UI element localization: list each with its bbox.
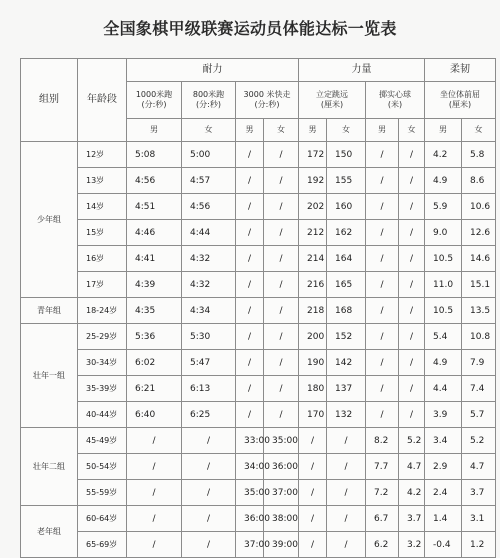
value-cell: 4:57 [182, 168, 236, 194]
value-cell: / [264, 142, 299, 168]
value-cell: 216 [299, 272, 327, 298]
value-cell: 165 [327, 272, 366, 298]
value-cell: 3.7 [462, 480, 496, 506]
value-cell: 36:00 [264, 454, 299, 480]
value-cell: 1.2 [462, 532, 496, 558]
value-cell: / [182, 428, 236, 454]
value-cell: 1.4 [425, 506, 462, 532]
value-cell: 4.2 [425, 142, 462, 168]
value-cell: / [366, 350, 399, 376]
age-range: 45-49岁 [78, 428, 127, 454]
gender-male: 男 [127, 119, 182, 142]
value-cell: / [327, 480, 366, 506]
value-cell: / [399, 220, 425, 246]
value-cell: / [366, 272, 399, 298]
value-cell: 15.1 [462, 272, 496, 298]
category-strength: 力量 [299, 59, 425, 82]
value-cell: 5.2 [399, 428, 425, 454]
value-cell: 5:47 [182, 350, 236, 376]
table-body [21, 142, 496, 558]
value-cell: / [299, 532, 327, 558]
value-cell: 137 [327, 376, 366, 402]
category-flexibility: 柔韧 [425, 59, 496, 82]
value-cell: 4:39 [127, 272, 182, 298]
value-cell: / [236, 246, 264, 272]
age-range: 18-24岁 [78, 298, 127, 324]
document-title: 全国象棋甲级联赛运动员体能达标一览表 [103, 19, 397, 38]
value-cell: 202 [299, 194, 327, 220]
age-range: 50-54岁 [78, 454, 127, 480]
value-cell: / [236, 376, 264, 402]
age-range: 25-29岁 [78, 324, 127, 350]
value-cell: 4.2 [399, 480, 425, 506]
value-cell: / [182, 480, 236, 506]
value-cell: 160 [327, 194, 366, 220]
item-800m-run: 800米跑 (分:秒) [182, 82, 236, 119]
group-name: 老年组 [21, 506, 78, 558]
value-cell: 212 [299, 220, 327, 246]
value-cell: / [127, 532, 182, 558]
value-cell: / [264, 194, 299, 220]
value-cell: 2.4 [425, 480, 462, 506]
value-cell: / [236, 168, 264, 194]
value-cell: 3.4 [425, 428, 462, 454]
gender-male: 男 [236, 119, 264, 142]
value-cell: / [236, 298, 264, 324]
value-cell: / [399, 324, 425, 350]
value-cell: / [299, 454, 327, 480]
value-cell: / [399, 142, 425, 168]
value-cell: 2.9 [425, 454, 462, 480]
value-cell: / [327, 506, 366, 532]
age-range: 65-69岁 [78, 532, 127, 558]
value-cell: / [264, 350, 299, 376]
value-cell: / [399, 298, 425, 324]
value-cell: 6.2 [366, 532, 399, 558]
value-cell: 4.9 [425, 350, 462, 376]
value-cell: 218 [299, 298, 327, 324]
value-cell: / [264, 246, 299, 272]
value-cell: 152 [327, 324, 366, 350]
value-cell: 35:00 [264, 428, 299, 454]
value-cell: 5.4 [425, 324, 462, 350]
table-row [21, 142, 496, 168]
value-cell: / [399, 402, 425, 428]
value-cell: 168 [327, 298, 366, 324]
value-cell: 4:32 [182, 272, 236, 298]
value-cell: / [236, 272, 264, 298]
value-cell: 4:34 [182, 298, 236, 324]
value-cell: 4:41 [127, 246, 182, 272]
value-cell: / [127, 480, 182, 506]
value-cell: / [264, 402, 299, 428]
value-cell: / [127, 506, 182, 532]
value-cell: / [264, 298, 299, 324]
table-row [21, 350, 496, 376]
category-endurance: 耐力 [127, 59, 299, 82]
value-cell: 164 [327, 246, 366, 272]
fitness-standards-table [20, 58, 496, 558]
value-cell: 4:35 [127, 298, 182, 324]
gender-female: 女 [264, 119, 299, 142]
group-name: 少年组 [21, 142, 78, 298]
value-cell: / [327, 454, 366, 480]
value-cell: 5.2 [462, 428, 496, 454]
value-cell: / [264, 376, 299, 402]
value-cell: 5:36 [127, 324, 182, 350]
item-medicine-ball-throw: 掷实心球 (米) [366, 82, 425, 119]
value-cell: 5:00 [182, 142, 236, 168]
table-row [21, 376, 496, 402]
value-cell: 7.2 [366, 480, 399, 506]
age-range: 12岁 [78, 142, 127, 168]
value-cell: 180 [299, 376, 327, 402]
age-range: 35-39岁 [78, 376, 127, 402]
value-cell: / [366, 376, 399, 402]
value-cell: / [399, 194, 425, 220]
gender-female: 女 [327, 119, 366, 142]
value-cell: 38:00 [264, 506, 299, 532]
value-cell: 4:32 [182, 246, 236, 272]
value-cell: 33:00 [236, 428, 264, 454]
value-cell: / [236, 142, 264, 168]
table-row [21, 246, 496, 272]
value-cell: 3.7 [399, 506, 425, 532]
gender-female: 女 [182, 119, 236, 142]
item-3000m-walk: 3000 米快走 (分:秒) [236, 82, 299, 119]
value-cell: 5.8 [462, 142, 496, 168]
value-cell: 8.6 [462, 168, 496, 194]
value-cell: 192 [299, 168, 327, 194]
table-row [21, 324, 496, 350]
value-cell: 11.0 [425, 272, 462, 298]
value-cell: 150 [327, 142, 366, 168]
gender-male: 男 [366, 119, 399, 142]
value-cell: 4:46 [127, 220, 182, 246]
value-cell: 3.1 [462, 506, 496, 532]
item-1000m-run: 1000米跑 (分:秒) [127, 82, 182, 119]
value-cell: / [366, 142, 399, 168]
value-cell: / [366, 246, 399, 272]
age-range: 40-44岁 [78, 402, 127, 428]
age-range: 13岁 [78, 168, 127, 194]
table-row [21, 272, 496, 298]
value-cell: 6:25 [182, 402, 236, 428]
value-cell: / [327, 532, 366, 558]
value-cell: 142 [327, 350, 366, 376]
gender-female: 女 [399, 119, 425, 142]
table-row [21, 402, 496, 428]
value-cell: / [236, 220, 264, 246]
value-cell: / [299, 506, 327, 532]
value-cell: 214 [299, 246, 327, 272]
age-range: 15岁 [78, 220, 127, 246]
table-row [21, 454, 496, 480]
value-cell: / [236, 194, 264, 220]
item-sit-and-reach: 坐位体前屈 (厘米) [425, 82, 496, 119]
value-cell: / [264, 272, 299, 298]
value-cell: 37:00 [236, 532, 264, 558]
value-cell: 9.0 [425, 220, 462, 246]
value-cell: / [366, 298, 399, 324]
group-name: 青年组 [21, 298, 78, 324]
value-cell: / [299, 428, 327, 454]
value-cell: / [327, 428, 366, 454]
value-cell: 6:40 [127, 402, 182, 428]
table-row [21, 298, 496, 324]
value-cell: 39:00 [264, 532, 299, 558]
value-cell: 10.5 [425, 246, 462, 272]
age-range: 30-34岁 [78, 350, 127, 376]
col-header-age: 年龄段 [78, 59, 127, 142]
value-cell: 10.8 [462, 324, 496, 350]
age-range: 55-59岁 [78, 480, 127, 506]
age-range: 17岁 [78, 272, 127, 298]
age-range: 16岁 [78, 246, 127, 272]
table-row [21, 168, 496, 194]
value-cell: / [399, 350, 425, 376]
value-cell: 35:00 [236, 480, 264, 506]
value-cell: 10.6 [462, 194, 496, 220]
group-name: 壮年二组 [21, 428, 78, 506]
value-cell: 7.4 [462, 376, 496, 402]
value-cell: 162 [327, 220, 366, 246]
table-row [21, 220, 496, 246]
value-cell: / [366, 168, 399, 194]
value-cell: 4.9 [425, 168, 462, 194]
value-cell: 5:08 [127, 142, 182, 168]
value-cell: 37:00 [264, 480, 299, 506]
value-cell: 4:51 [127, 194, 182, 220]
value-cell: / [127, 454, 182, 480]
value-cell: 3.9 [425, 402, 462, 428]
value-cell: 6:13 [182, 376, 236, 402]
value-cell: / [236, 350, 264, 376]
value-cell: / [366, 194, 399, 220]
value-cell: / [182, 532, 236, 558]
value-cell: 4.7 [399, 454, 425, 480]
value-cell: -0.4 [425, 532, 462, 558]
table-row [21, 480, 496, 506]
value-cell: 4:44 [182, 220, 236, 246]
value-cell: / [182, 454, 236, 480]
value-cell: / [399, 168, 425, 194]
value-cell: 4.7 [462, 454, 496, 480]
value-cell: 4.4 [425, 376, 462, 402]
value-cell: / [182, 506, 236, 532]
value-cell: 5:30 [182, 324, 236, 350]
value-cell: / [366, 402, 399, 428]
value-cell: / [127, 428, 182, 454]
value-cell: / [399, 246, 425, 272]
value-cell: / [366, 220, 399, 246]
value-cell: 190 [299, 350, 327, 376]
value-cell: 34:00 [236, 454, 264, 480]
value-cell: / [264, 168, 299, 194]
value-cell: 6:02 [127, 350, 182, 376]
value-cell: 10.5 [425, 298, 462, 324]
value-cell: 13.5 [462, 298, 496, 324]
gender-female: 女 [462, 119, 496, 142]
value-cell: 5.9 [425, 194, 462, 220]
table-row [21, 428, 496, 454]
table-row [21, 506, 496, 532]
value-cell: 6:21 [127, 376, 182, 402]
value-cell: 200 [299, 324, 327, 350]
value-cell: 7.9 [462, 350, 496, 376]
value-cell: / [399, 376, 425, 402]
age-range: 60-64岁 [78, 506, 127, 532]
value-cell: / [366, 324, 399, 350]
value-cell: / [264, 220, 299, 246]
value-cell: 36:00 [236, 506, 264, 532]
table-row [21, 532, 496, 558]
value-cell: 8.2 [366, 428, 399, 454]
value-cell: 172 [299, 142, 327, 168]
value-cell: / [236, 324, 264, 350]
value-cell: 132 [327, 402, 366, 428]
value-cell: / [236, 402, 264, 428]
gender-male: 男 [425, 119, 462, 142]
group-name: 壮年一组 [21, 324, 78, 428]
value-cell: 4:56 [127, 168, 182, 194]
header-row-categories [21, 59, 496, 82]
col-header-group: 组别 [21, 59, 78, 142]
value-cell: 14.6 [462, 246, 496, 272]
value-cell: 4:56 [182, 194, 236, 220]
value-cell: 170 [299, 402, 327, 428]
value-cell: 3.2 [399, 532, 425, 558]
gender-male: 男 [299, 119, 327, 142]
value-cell: 5.7 [462, 402, 496, 428]
item-standing-long-jump: 立定跳远 (厘米) [299, 82, 366, 119]
value-cell: 6.7 [366, 506, 399, 532]
value-cell: / [264, 324, 299, 350]
value-cell: / [299, 480, 327, 506]
table-row [21, 194, 496, 220]
value-cell: / [399, 272, 425, 298]
value-cell: 155 [327, 168, 366, 194]
value-cell: 7.7 [366, 454, 399, 480]
value-cell: 12.6 [462, 220, 496, 246]
age-range: 14岁 [78, 194, 127, 220]
